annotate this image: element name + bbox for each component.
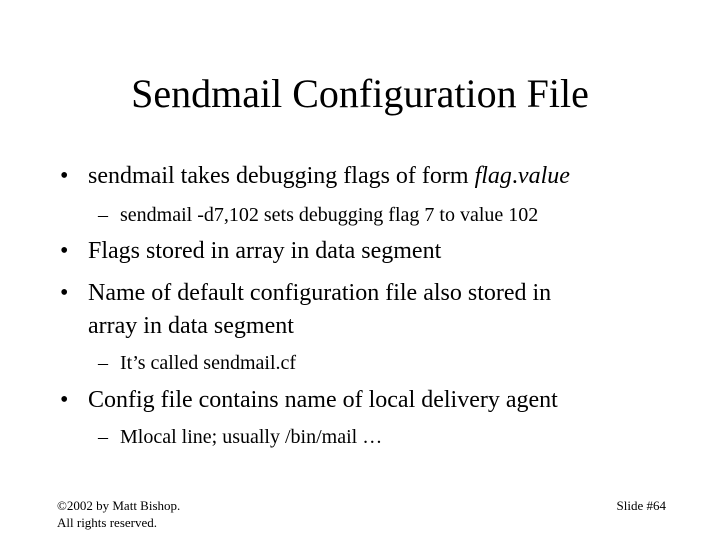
- dash-icon: –: [98, 204, 108, 226]
- bullet-icon: •: [60, 280, 69, 306]
- copyright-line-1: ©2002 by Matt Bishop.: [57, 498, 181, 513]
- dot-separator: .: [511, 163, 518, 189]
- dash-icon: –: [98, 426, 108, 448]
- footer-copyright: [57, 497, 180, 531]
- bullet-icon: •: [60, 163, 69, 189]
- bullet-text: sendmail takes debugging flags of form: [88, 163, 475, 189]
- bullet-icon: •: [60, 387, 69, 413]
- bullet-config-name-line1: Name of default configuration file also stored in: [88, 280, 552, 306]
- bullet-debug-flags: [88, 161, 570, 191]
- bullet-flags-array: Flags stored in array in data segment: [88, 238, 442, 264]
- italic-value: value: [517, 163, 570, 189]
- subbullet-d7-example: sendmail -d7,102 sets debugging flag 7 to value 102: [120, 204, 539, 226]
- bullet-config-name-line2: array in data segment: [88, 313, 294, 339]
- subbullet-sendmail-cf: It’s called sendmail.cf: [120, 352, 297, 374]
- dash-icon: –: [98, 352, 108, 374]
- bullet-icon: •: [60, 238, 69, 264]
- copyright-line-2: All rights reserved.: [57, 515, 158, 530]
- footer-slide-number: Slide #64: [616, 498, 666, 513]
- slide-title: Sendmail Configuration File: [131, 71, 589, 116]
- bullet-delivery-agent: Config file contains name of local delivery agent: [88, 387, 558, 413]
- italic-flag: flag: [474, 163, 512, 189]
- subbullet-mlocal: Mlocal line; usually /bin/mail …: [120, 426, 383, 448]
